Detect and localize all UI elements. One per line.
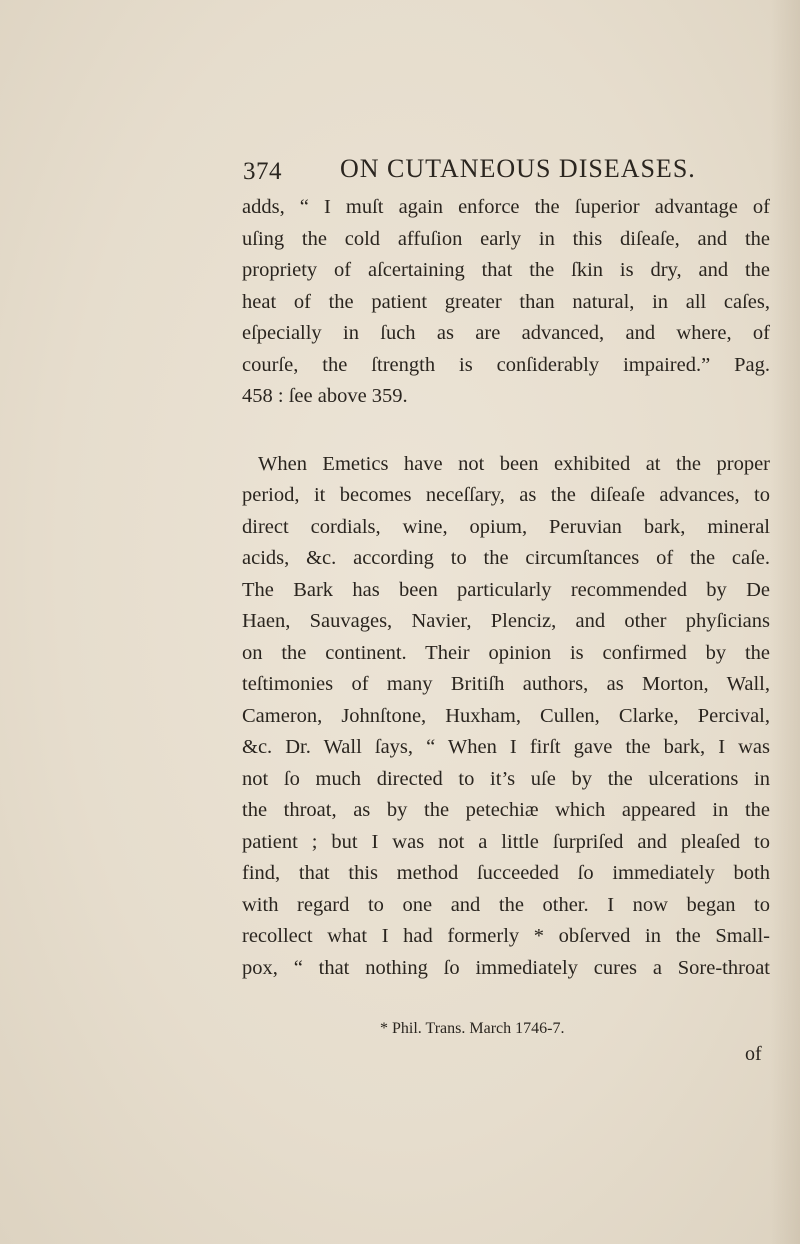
text-line: patient ; but I was not a little ſurpriſed and pleaſed to bbox=[242, 830, 770, 853]
footnote: * Phil. Trans. March 1746-7. bbox=[380, 1020, 565, 1037]
text-line: Cameron, Johnſtone, Huxham, Cullen, Clarke, Percival, bbox=[242, 704, 770, 727]
text-line: recollect what I had formerly * obſerved in the Small- bbox=[242, 925, 770, 947]
text-line: Haen, Sauvages, Navier, Plenciz, and other phyſicians bbox=[242, 610, 770, 632]
text-line: 458 : ſee above 359. bbox=[242, 385, 408, 407]
text-line: find, that this method ſucceeded ſo immediately both bbox=[242, 862, 770, 884]
text-line: heat of the patient greater than natural, in all caſes, bbox=[242, 290, 770, 313]
text-line: eſpecially in ſuch as are advanced, and where, of bbox=[242, 322, 770, 344]
text-line: direct cordials, wine, opium, Peruvian bark, mineral bbox=[242, 515, 770, 538]
text-line: period, it becomes neceſſary, as the diſeaſe advances, to bbox=[242, 484, 770, 506]
running-head bbox=[240, 152, 780, 192]
text-line: pox, “ that nothing ſo immediately cures a Sore-throat bbox=[242, 956, 770, 979]
chapter-title: ON CUTANEOUS DISEASES. bbox=[340, 154, 696, 183]
text-line: The Bark has been particularly recommended by De bbox=[242, 578, 770, 601]
text-line: courſe, the ſtrength is conſiderably impaired.” Pag. bbox=[242, 353, 770, 376]
text-line: adds, “ I muſt again enforce the ſuperior advantage of bbox=[242, 196, 770, 218]
text-line: uſing the cold affuſion early in this diſeaſe, and the bbox=[242, 227, 770, 250]
text-line: with regard to one and the other. I now began to bbox=[242, 893, 770, 916]
text-line: not ſo much directed to it’s uſe by the ulcerations in bbox=[242, 767, 770, 790]
text-line: acids, &c. according to the circumſtances of the caſe. bbox=[242, 547, 770, 569]
text-line: &c. Dr. Wall ſays, “ When I firſt gave the bark, I was bbox=[242, 736, 770, 758]
text-line: teſtimonies of many Britiſh authors, as Morton, Wall, bbox=[242, 673, 770, 695]
paragraph-gap bbox=[242, 413, 770, 449]
catchword: of bbox=[745, 1043, 762, 1065]
text-line: propriety of aſcertaining that the ſkin is dry, and the bbox=[242, 259, 770, 281]
text-line: the throat, as by the petechiæ which appeared in the bbox=[242, 799, 770, 821]
text-line: on the continent. Their opinion is confirmed by the bbox=[242, 641, 770, 664]
text-line: When Emetics have not been exhibited at the proper bbox=[258, 452, 770, 475]
page-number: 374 bbox=[243, 158, 282, 185]
body-text bbox=[242, 192, 770, 984]
